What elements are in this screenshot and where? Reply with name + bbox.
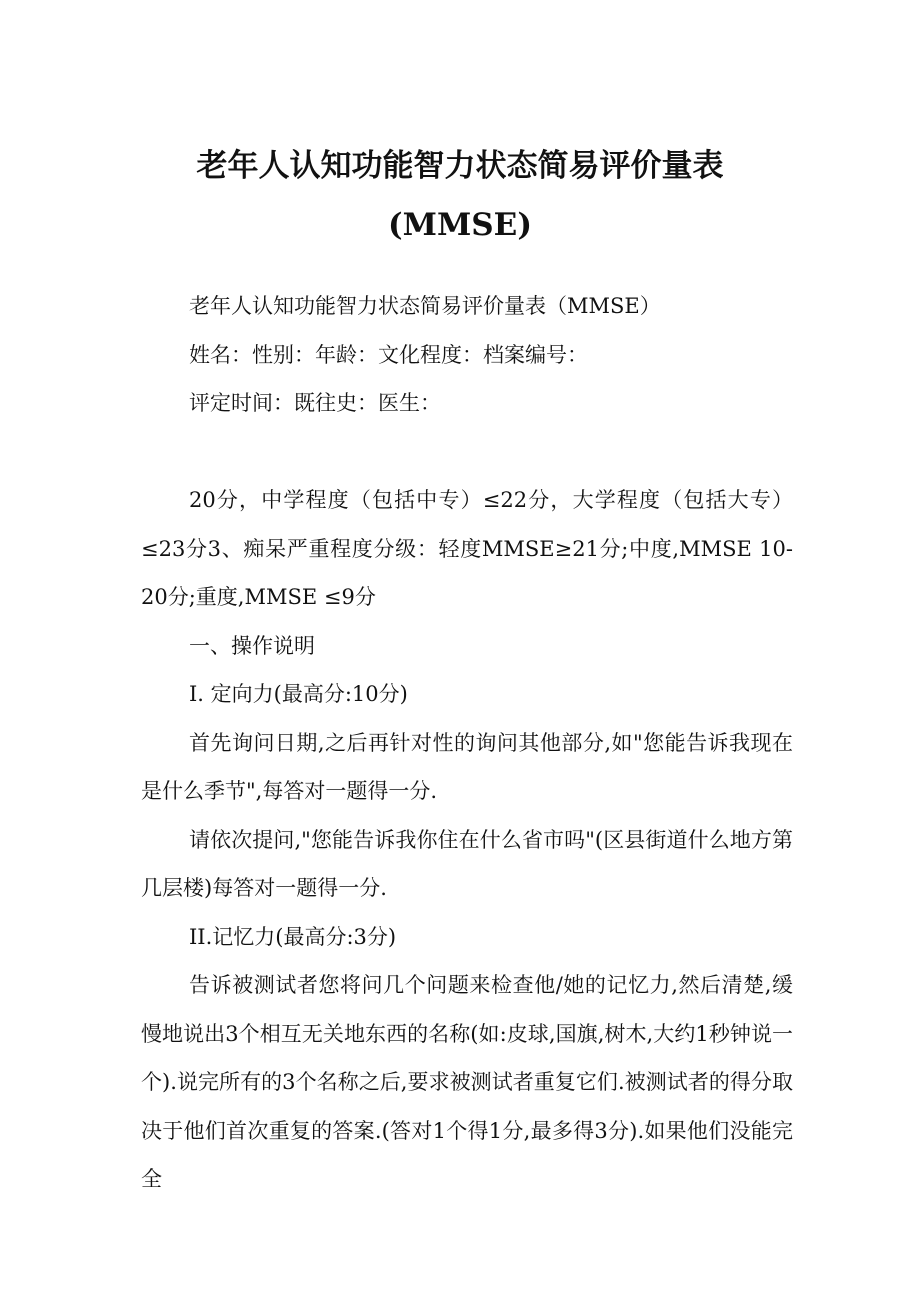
section-heading-orientation: I. 定向力(最高分:10分) — [189, 682, 408, 706]
paragraph-assessment-fields: 评定时间：既往史：医生： — [189, 391, 441, 415]
paragraph-severity-grading: 20分，中学程度（包括中专）≤22分，大学程度（包括大专）≤23分3、痴呆严重程度分级：轻度MMSE≥21分;中度,MMSE 10-20分;重度,MMSE ≤9分 — [141, 488, 793, 609]
paragraph-memory-instructions: 告诉被测试者您将问几个问题来检查他/她的记忆力,然后清楚,缓慢地说出3个相互无关地东西的名称(如:皮球,国旗,树木,大约1秒钟说一个).说完所有的3个名称之后,要求被测试者重复它们.被测试者的得分取决于他们首次重复的答案.(答对1个得1分,最多得3分).如果他们没能完全 — [141, 973, 793, 1191]
document-title: 老年人认知功能智力状态简易评价量表 — [196, 148, 724, 184]
paragraph-orientation-place: 请依次提问,"您能告诉我你住在什么省市吗"(区县街道什么地方第几层楼)每答对一题得一分. — [141, 827, 793, 900]
paragraph-patient-fields: 姓名：性别：年龄：文化程度：档案编号： — [189, 342, 588, 367]
paragraph-heading-repeat: 老年人认知功能智力状态简易评价量表（MMSE） — [189, 294, 661, 318]
paragraph-orientation-date: 首先询问日期,之后再针对性的询问其他部分,如"您能告诉我现在是什么季节",每答对一题得一分. — [141, 730, 793, 803]
document-title-subtitle: (MMSE) — [388, 207, 532, 243]
blank-line — [141, 428, 793, 477]
section-heading-instructions: 一、操作说明 — [189, 633, 315, 658]
section-heading-memory: II.记忆力(最高分:3分) — [189, 924, 397, 949]
document-body — [141, 282, 793, 1204]
